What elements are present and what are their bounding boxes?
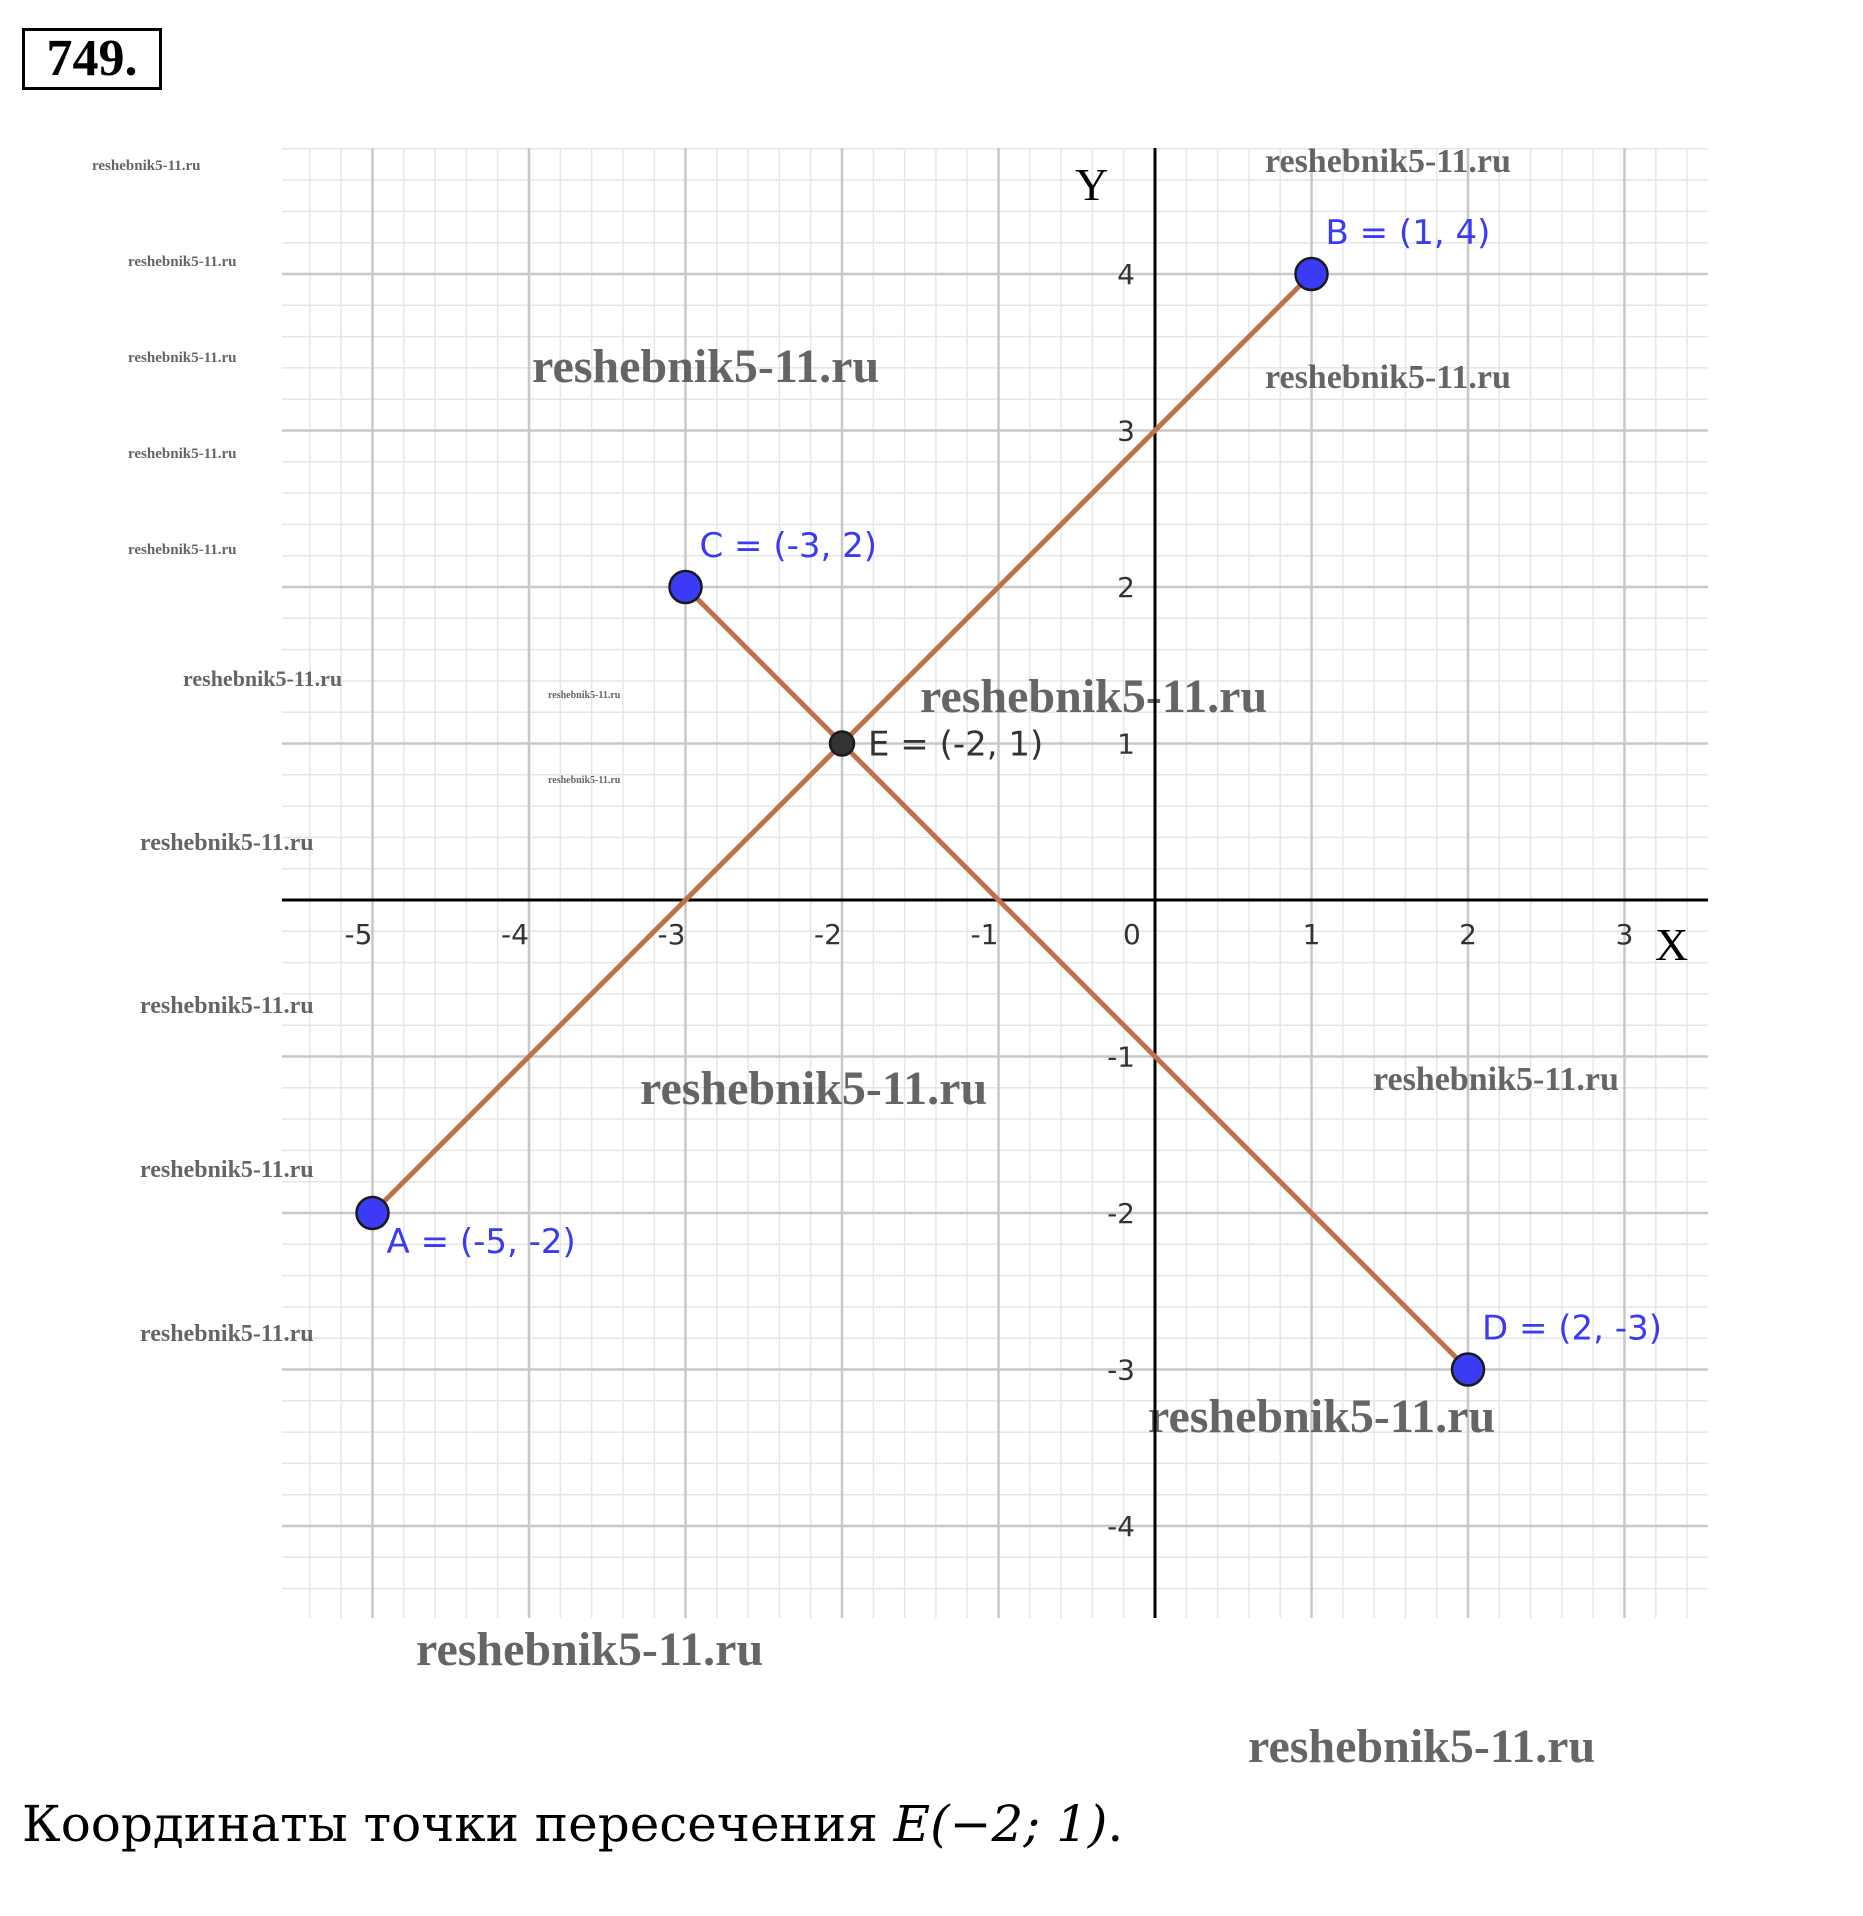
point-b	[1296, 258, 1328, 290]
y-tick-label: -4	[1107, 1510, 1135, 1543]
watermark-text: reshebnik5-11.ru	[640, 1062, 988, 1115]
x-tick-label: -1	[970, 918, 999, 951]
point-label-c: C = (-3, 2)	[699, 526, 878, 566]
point-label-b: B = (1, 4)	[1325, 213, 1491, 253]
x-tick-label: 2	[1459, 918, 1477, 951]
watermark-text: reshebnik5-11.ru	[1265, 359, 1511, 396]
x-tick-label: -4	[501, 918, 529, 951]
y-tick-label: 4	[1117, 258, 1135, 291]
watermark-text: reshebnik5-11.ru	[128, 446, 237, 462]
watermark-text: reshebnik5-11.ru	[1248, 1720, 1596, 1773]
watermark-text: reshebnik5-11.ru	[416, 1623, 764, 1676]
watermark-text: reshebnik5-11.ru	[183, 666, 343, 691]
x-tick-label: 3	[1615, 918, 1634, 951]
watermark-text: reshebnik5-11.ru	[128, 350, 237, 366]
watermark-text: reshebnik5-11.ru	[140, 993, 314, 1019]
answer-point: E(−2; 1)	[893, 1795, 1108, 1853]
watermark-text: reshebnik5-11.ru	[532, 340, 880, 393]
watermark-text: reshebnik5-11.ru	[128, 254, 237, 270]
y-tick-label: 2	[1117, 571, 1135, 604]
x-axis-label: X	[1655, 919, 1689, 970]
answer-text	[22, 1795, 1123, 1853]
y-tick-label: 3	[1117, 414, 1135, 448]
point-label-a: A = (-5, -2)	[386, 1222, 576, 1262]
point-e	[830, 732, 854, 756]
watermark-text: reshebnik5-11.ru	[140, 1157, 314, 1183]
y-axis-label: Y	[1075, 159, 1109, 210]
watermark-text: reshebnik5-11.ru	[92, 158, 201, 174]
watermark-text: reshebnik5-11.ru	[1265, 143, 1511, 180]
watermark-text: reshebnik5-11.ru	[140, 830, 314, 856]
x-tick-label: -5	[344, 918, 373, 951]
watermark-text: reshebnik5-11.ru	[1148, 1390, 1496, 1443]
watermark-text: reshebnik5-11.ru	[920, 670, 1268, 723]
y-tick-label: -3	[1107, 1353, 1135, 1387]
x-tick-label: 1	[1302, 918, 1321, 951]
answer-prefix: Координаты точки пересечения	[22, 1795, 894, 1853]
x-tick-label: -3	[657, 918, 686, 951]
point-d	[1452, 1354, 1484, 1386]
y-tick-label: 1	[1117, 727, 1135, 761]
point-label-e: E = (-2, 1)	[868, 724, 1044, 765]
watermark-text: reshebnik5-11.ru	[548, 690, 621, 701]
watermark-text: reshebnik5-11.ru	[128, 542, 237, 558]
watermark-text: reshebnik5-11.ru	[1373, 1061, 1619, 1098]
task-number: 749.	[22, 28, 162, 90]
point-c	[670, 571, 702, 603]
point-label-d: D = (2, -3)	[1482, 1308, 1662, 1349]
point-a	[357, 1197, 389, 1229]
watermark-text: reshebnik5-11.ru	[548, 775, 621, 786]
x-tick-label: -2	[814, 918, 842, 951]
watermark-text: reshebnik5-11.ru	[140, 1321, 314, 1347]
x-tick-label: 0	[1123, 918, 1141, 951]
y-tick-label: -1	[1107, 1040, 1135, 1074]
answer-end: .	[1107, 1795, 1124, 1853]
y-tick-label: -2	[1107, 1197, 1135, 1230]
